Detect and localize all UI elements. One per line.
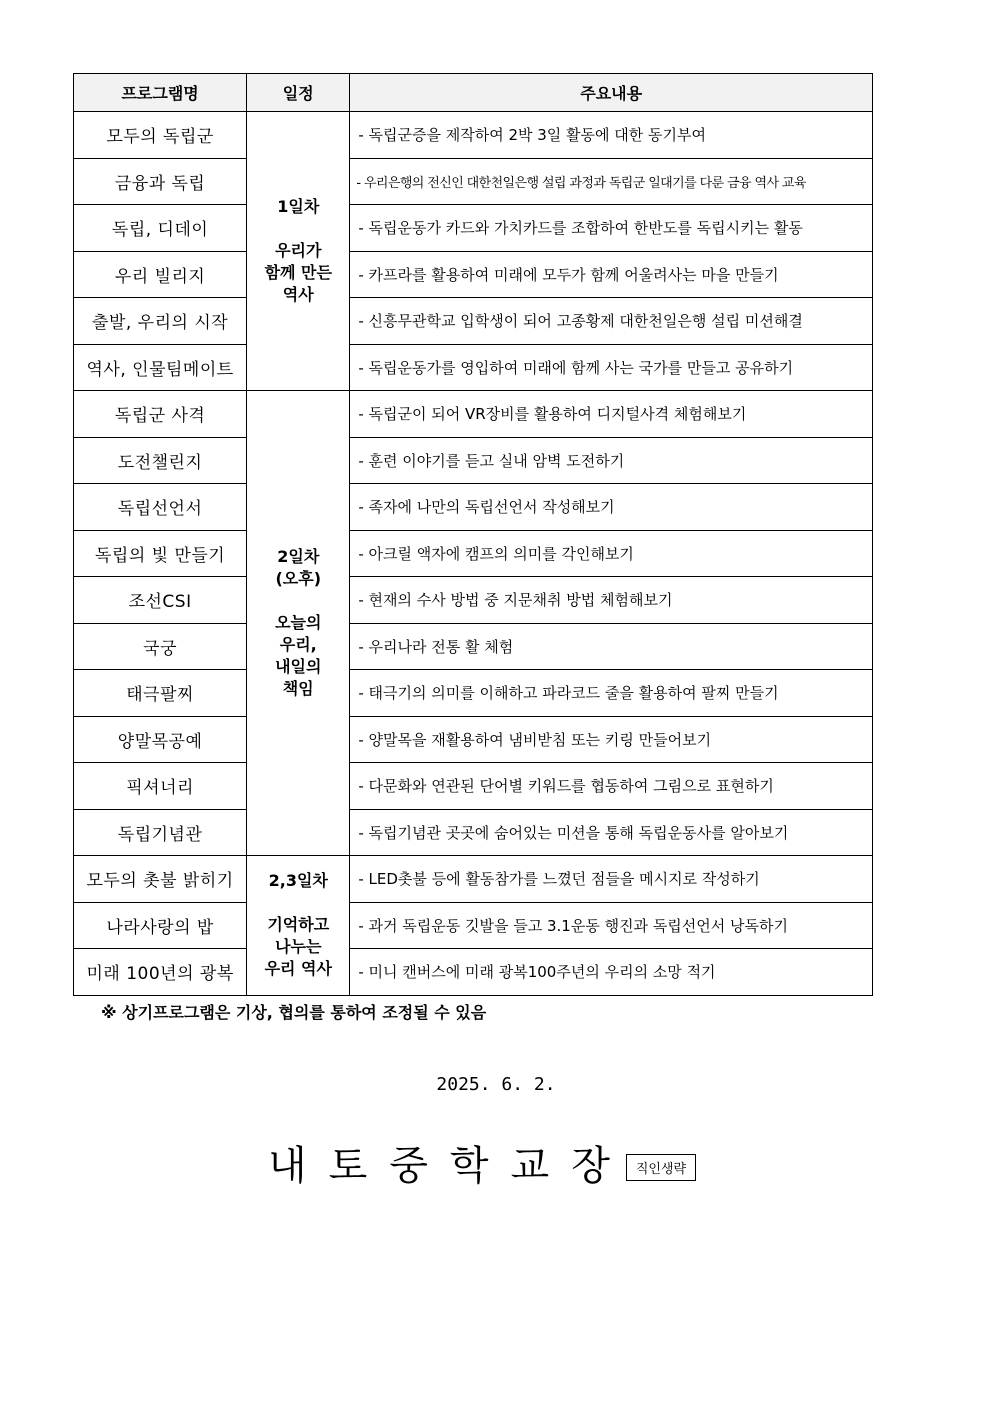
program-description: - 과거 독립운동 깃발을 들고 3.1운동 행진과 독립선언서 낭독하기: [350, 902, 873, 949]
program-description: - 양말목을 재활용하여 냄비받침 또는 키링 만들어보기: [350, 716, 873, 763]
table-row: [74, 949, 873, 996]
table-row: [74, 158, 873, 205]
program-description: - 태극기의 의미를 이해하고 파라코드 줄을 활용하여 팔찌 만들기: [350, 670, 873, 717]
table-row: [74, 902, 873, 949]
table-row: [74, 809, 873, 856]
program-name: 출발, 우리의 시작: [74, 298, 247, 345]
program-description: - 독립군이 되어 VR장비를 활용하여 디지털사격 체험해보기: [350, 391, 873, 438]
document-date: 2025. 6. 2.: [436, 1074, 556, 1095]
signature-block: [268, 1137, 696, 1187]
program-schedule-table: [73, 73, 873, 996]
program-name: 도전챌린지: [74, 437, 247, 484]
table-header-row: [74, 74, 873, 112]
program-name: 독립선언서: [74, 484, 247, 531]
table-row: [74, 112, 873, 159]
program-name: 태극팔찌: [74, 670, 247, 717]
program-name: 역사, 인물팀메이트: [74, 344, 247, 391]
program-description: - 우리나라 전통 활 체험: [350, 623, 873, 670]
table-row: [74, 530, 873, 577]
program-name: 금융과 독립: [74, 158, 247, 205]
table-row: [74, 251, 873, 298]
table-row: [74, 205, 873, 252]
day-group-2: 2일차 (오후) 오늘의 우리, 내일의 책임: [247, 391, 350, 856]
table-row: [74, 391, 873, 438]
program-name: 조선CSI: [74, 577, 247, 624]
program-description: - 독립기념관 곳곳에 숨어있는 미션을 통해 독립운동사를 알아보기: [350, 809, 873, 856]
program-name: 독립, 디데이: [74, 205, 247, 252]
program-name: 미래 100년의 광복: [74, 949, 247, 996]
program-description: - 훈련 이야기를 듣고 실내 암벽 도전하기: [350, 437, 873, 484]
table-row: [74, 716, 873, 763]
program-description: - 다문화와 연관된 단어별 키워드를 협동하여 그림으로 표현하기: [350, 763, 873, 810]
program-name: 픽셔너리: [74, 763, 247, 810]
seal-omitted-box: 직인생략: [626, 1154, 696, 1181]
program-name: 독립의 빛 만들기: [74, 530, 247, 577]
program-name: 우리 빌리지: [74, 251, 247, 298]
table-row: [74, 437, 873, 484]
table-row: [74, 344, 873, 391]
program-description: - 독립군증을 제작하여 2박 3일 활동에 대한 동기부여: [350, 112, 873, 159]
program-name: 모두의 촛불 밝히기: [74, 856, 247, 903]
program-description: - 독립운동가 카드와 가치카드를 조합하여 한반도를 독립시키는 활동: [350, 205, 873, 252]
program-description: - 신흥무관학교 입학생이 되어 고종황제 대한천일은행 설립 미션해결: [350, 298, 873, 345]
program-name: 국궁: [74, 623, 247, 670]
program-name: 독립기념관: [74, 809, 247, 856]
school-principal-title: 내토중학교장: [268, 1142, 632, 1189]
schedule-note: ※ 상기프로그램은 기상, 협의를 통하여 조정될 수 있음: [101, 1003, 487, 1022]
program-description: - 미니 캔버스에 미래 광복100주년의 우리의 소망 적기: [350, 949, 873, 996]
table-row: [74, 856, 873, 903]
program-description: - LED촛불 등에 활동참가를 느꼈던 점들을 메시지로 작성하기: [350, 856, 873, 903]
day-group-3: 2,3일차 기억하고 나누는 우리 역사: [247, 856, 350, 996]
table-row: [74, 298, 873, 345]
program-name: 양말목공예: [74, 716, 247, 763]
table-row: [74, 623, 873, 670]
program-name: 나라사랑의 밥: [74, 902, 247, 949]
program-name: 모두의 독립군: [74, 112, 247, 159]
program-description: - 족자에 나만의 독립선언서 작성해보기: [350, 484, 873, 531]
program-description: - 독립운동가를 영입하여 미래에 함께 사는 국가를 만들고 공유하기: [350, 344, 873, 391]
program-description: - 아크릴 액자에 캠프의 의미를 각인해보기: [350, 530, 873, 577]
header-schedule: 일정: [247, 74, 350, 112]
program-name: 독립군 사격: [74, 391, 247, 438]
program-description: - 우리은행의 전신인 대한천일은행 설립 과정과 독립군 일대기를 다룬 금융 역사 교육: [350, 158, 873, 205]
program-description: - 카프라를 활용하여 미래에 모두가 함께 어울려사는 마을 만들기: [350, 251, 873, 298]
header-program-name: 프로그램명: [74, 74, 247, 112]
day-group-1: 1일차 우리가 함께 만든 역사: [247, 112, 350, 391]
table-row: [74, 484, 873, 531]
table-row: [74, 577, 873, 624]
table-row: [74, 763, 873, 810]
header-main-content: 주요내용: [350, 74, 873, 112]
program-description: - 현재의 수사 방법 중 지문채취 방법 체험해보기: [350, 577, 873, 624]
table-row: [74, 670, 873, 717]
